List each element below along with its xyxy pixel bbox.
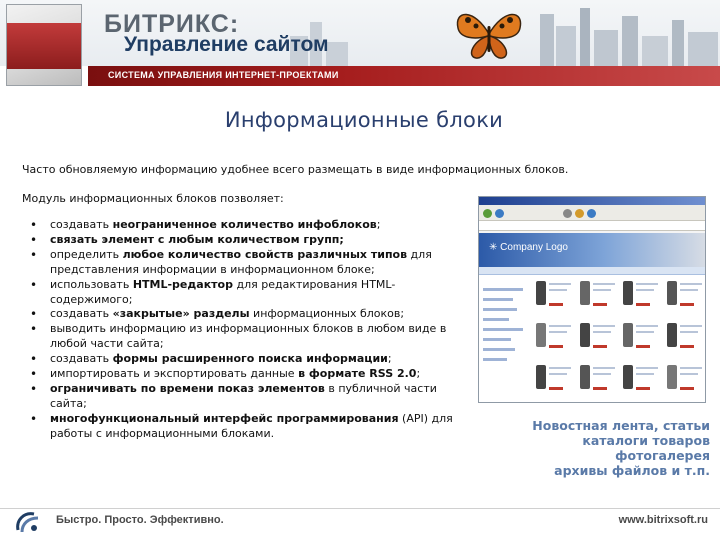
site-nav — [479, 267, 706, 275]
company-logo: ✳ Company Logo — [489, 242, 568, 253]
caption-line: каталоги товаров — [582, 433, 710, 448]
browser-address-bar — [479, 221, 705, 231]
list-item: • связать элемент с любым количеством групп; — [30, 232, 344, 247]
bullet-icon: • — [30, 367, 38, 382]
footer-url[interactable]: www.bitrixsoft.ru — [618, 514, 708, 526]
list-item: • ограничивать по времени показ элементов в публичной части сайта; — [30, 381, 437, 410]
list-item: • создавать формы расширенного поиска информации; — [30, 352, 392, 367]
bullet-icon: • — [30, 411, 38, 426]
list-item: • многофункциональный интерфейс программирования (API) для работы с информационными блоками. — [30, 411, 453, 440]
list-item: • определить любое количество свойств различных типов для представления информации в информационном блоке; — [30, 247, 432, 276]
brand-subtitle: Управление сайтом — [124, 33, 329, 56]
product-card — [664, 321, 704, 355]
bullet-icon: • — [30, 322, 38, 337]
module-text: Модуль информационных блоков позволяет: — [22, 192, 284, 205]
list-item: • использовать HTML-редактор для редактирования HTML-содержимого; — [30, 277, 396, 306]
product-card — [577, 321, 617, 355]
brand-title: БИТРИКС: — [104, 10, 240, 38]
footer-slogan: Быстро. Просто. Эффективно. — [56, 514, 224, 526]
page-title: Информационные блоки — [224, 108, 504, 132]
bullet-icon: • — [30, 307, 38, 322]
browser-toolbar — [479, 205, 705, 221]
bullet-icon: • — [30, 232, 38, 247]
product-card — [664, 363, 704, 397]
product-card — [533, 279, 573, 313]
bullet-icon: • — [30, 381, 38, 396]
product-card — [664, 279, 704, 313]
product-card — [533, 363, 573, 397]
browser-page — [479, 233, 706, 403]
product-card — [620, 363, 660, 397]
bullet-icon: • — [30, 247, 38, 262]
feature-list — [30, 218, 460, 442]
product-card — [577, 363, 617, 397]
bullet-icon: • — [30, 218, 38, 232]
bullet-icon: • — [30, 352, 38, 367]
product-grid — [533, 279, 703, 403]
site-banner — [479, 233, 706, 267]
caption-line: фотогалерея — [615, 448, 710, 463]
site-sidebar — [483, 281, 523, 368]
browser-titlebar — [479, 197, 705, 205]
header — [0, 0, 720, 92]
footer-divider — [0, 508, 720, 509]
tagline-text: СИСТЕМА УПРАВЛЕНИЯ ИНТЕРНЕТ-ПРОЕКТАМИ — [108, 70, 339, 80]
list-item: • создавать «закрытые» разделы информационных блоков; — [30, 307, 405, 322]
caption-line: Новостная лента, статьи — [532, 418, 710, 433]
bullet-icon: • — [30, 277, 38, 292]
list-item: • импортировать и экспортировать данные в формате RSS 2.0; — [30, 367, 421, 382]
product-box-image — [6, 4, 82, 86]
list-item: • выводить информацию из информационных блоков в любом виде в любой части сайта; — [30, 322, 447, 351]
tagline-bar — [88, 66, 720, 86]
browser-screenshot — [478, 196, 706, 403]
intro-text: Часто обновляемую информацию удобнее всего размещать в виде информационных блоков. — [22, 163, 569, 176]
bitrix-logo-icon — [14, 510, 42, 534]
product-card — [620, 279, 660, 313]
caption — [470, 418, 710, 478]
product-card — [533, 321, 573, 355]
product-card — [577, 279, 617, 313]
caption-line: архивы файлов и т.п. — [554, 463, 710, 478]
butterfly-icon — [452, 4, 526, 64]
list-item: • создавать неограниченное количество инфоблоков; — [30, 218, 381, 232]
product-card — [620, 321, 660, 355]
